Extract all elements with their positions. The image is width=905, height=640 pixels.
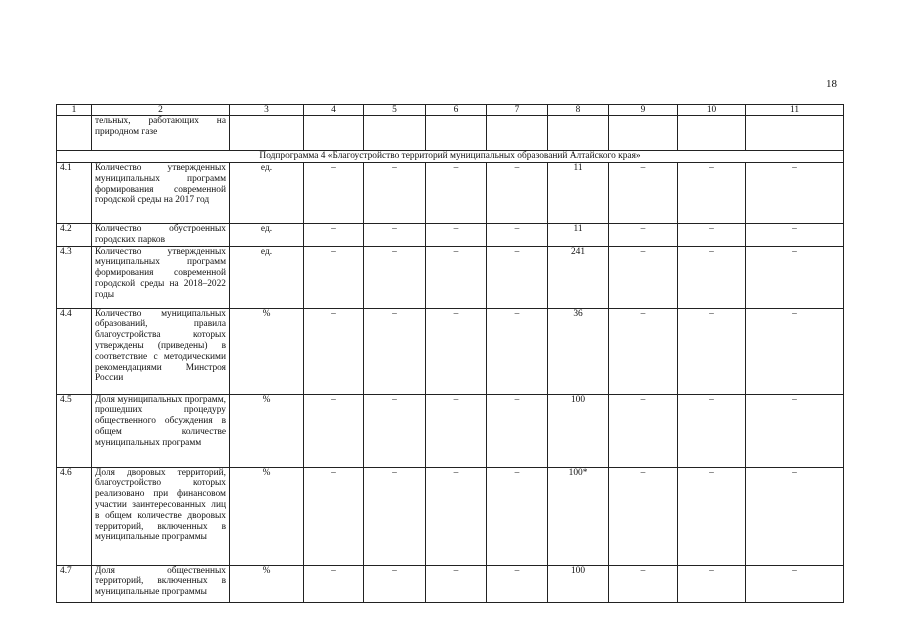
cell-value: – [487, 394, 548, 467]
cell-value: – [426, 394, 487, 467]
cell-unit [230, 116, 304, 151]
col-header: 10 [678, 105, 746, 116]
cell-value: – [678, 394, 746, 467]
table-row-continued [57, 116, 844, 151]
subprogram-row [57, 151, 844, 163]
cell-value: – [746, 394, 844, 467]
cell-value: – [678, 308, 746, 394]
cell-value [678, 116, 746, 151]
col-header: 1 [57, 105, 92, 116]
cell-value: – [304, 246, 364, 308]
cell-value: 36 [548, 308, 609, 394]
table-row [57, 565, 844, 602]
cell-num: 4.6 [57, 467, 92, 565]
cell-value: – [364, 565, 426, 602]
col-header: 7 [487, 105, 548, 116]
cell-value: – [426, 246, 487, 308]
indicators-table [56, 104, 844, 603]
cell-value [609, 116, 678, 151]
cell-value: 241 [548, 246, 609, 308]
col-header: 6 [426, 105, 487, 116]
cell-value: – [746, 224, 844, 247]
cell-name: Доля дворовых территорий, благоустройство которых реализовано при финансовом участии заинтересованных лиц в общем количестве дворовых территорий, включенных в муниципальные программы [92, 467, 230, 565]
cell-value: – [426, 224, 487, 247]
cell-num: 4.3 [57, 246, 92, 308]
cell-num: 4.5 [57, 394, 92, 467]
cell-value: – [487, 246, 548, 308]
cell-name: Доля муниципальных программ, прошедших процедуру общественного обсуждения в общем количестве муниципальных программ [92, 394, 230, 467]
cell-num [57, 116, 92, 151]
cell-value: – [746, 565, 844, 602]
cell-num: 4.4 [57, 308, 92, 394]
cell-value: – [426, 565, 487, 602]
cell-value: 100* [548, 467, 609, 565]
cell-unit: % [230, 565, 304, 602]
cell-value: – [746, 246, 844, 308]
cell-value: – [746, 467, 844, 565]
cell-num: 4.7 [57, 565, 92, 602]
cell-value: – [609, 308, 678, 394]
cell-unit: ед. [230, 246, 304, 308]
cell-value: – [678, 163, 746, 224]
cell-value: 11 [548, 163, 609, 224]
cell-value: – [426, 467, 487, 565]
cell-value: – [609, 246, 678, 308]
cell-name: Количество муниципальных образований, правила благоустройства которых утверждены (приведены) в соответствие с методическими рекомендациями Минстроя России [92, 308, 230, 394]
cell-unit: ед. [230, 224, 304, 247]
cell-value: – [487, 308, 548, 394]
table-row [57, 467, 844, 565]
cell-value: – [364, 246, 426, 308]
cell-value: – [364, 163, 426, 224]
cell-unit: % [230, 308, 304, 394]
cell-value: – [426, 308, 487, 394]
cell-value: – [487, 467, 548, 565]
table-row [57, 394, 844, 467]
cell-name: тельных, работающих на природном газе [92, 116, 230, 151]
header-row [57, 105, 844, 116]
table-row [57, 308, 844, 394]
cell-name: Количество утвержденных муниципальных программ формирования современной городской среды на 2017 год [92, 163, 230, 224]
table-row [57, 163, 844, 224]
col-header: 5 [364, 105, 426, 116]
cell-value: – [364, 467, 426, 565]
cell-value: – [304, 394, 364, 467]
cell-value [487, 116, 548, 151]
cell-value [746, 116, 844, 151]
cell-value: – [487, 163, 548, 224]
cell-value: – [746, 308, 844, 394]
cell-value: – [364, 224, 426, 247]
page-number: 18 [826, 78, 837, 90]
cell-value: – [426, 163, 487, 224]
cell-num: 4.2 [57, 224, 92, 247]
cell-value: – [487, 224, 548, 247]
col-header: 11 [746, 105, 844, 116]
cell-value [426, 116, 487, 151]
cell-num: 4.1 [57, 163, 92, 224]
cell-name: Количество утвержденных муниципальных программ формирования современной городской среды на 2018–2022 годы [92, 246, 230, 308]
cell-value: 100 [548, 565, 609, 602]
cell-value: 11 [548, 224, 609, 247]
col-header: 3 [230, 105, 304, 116]
cell-value: – [364, 308, 426, 394]
cell-value: 100 [548, 394, 609, 467]
cell-unit: ед. [230, 163, 304, 224]
cell-name: Доля общественных территорий, включенных в муниципальные программы [92, 565, 230, 602]
table-row [57, 224, 844, 247]
cell-value: – [364, 394, 426, 467]
cell-value: – [304, 467, 364, 565]
cell-value: – [609, 163, 678, 224]
cell-value: – [609, 565, 678, 602]
subprogram-title: Подпрограмма 4 «Благоустройство территорий муниципальных образований Алтайского края» [57, 151, 844, 163]
col-header: 9 [609, 105, 678, 116]
col-header: 4 [304, 105, 364, 116]
cell-value: – [304, 163, 364, 224]
cell-unit: % [230, 394, 304, 467]
cell-unit: % [230, 467, 304, 565]
cell-value: – [678, 565, 746, 602]
cell-value [304, 116, 364, 151]
cell-value: – [678, 467, 746, 565]
table-row [57, 246, 844, 308]
cell-value: – [304, 224, 364, 247]
cell-value: – [746, 163, 844, 224]
cell-value: – [304, 308, 364, 394]
cell-value [548, 116, 609, 151]
col-header: 8 [548, 105, 609, 116]
cell-value: – [609, 394, 678, 467]
cell-value: – [304, 565, 364, 602]
cell-value: – [609, 467, 678, 565]
cell-value: – [487, 565, 548, 602]
col-header: 2 [92, 105, 230, 116]
cell-value: – [609, 224, 678, 247]
cell-name: Количество обустроенных городских парков [92, 224, 230, 247]
cell-value: – [678, 246, 746, 308]
cell-value: – [678, 224, 746, 247]
cell-value [364, 116, 426, 151]
